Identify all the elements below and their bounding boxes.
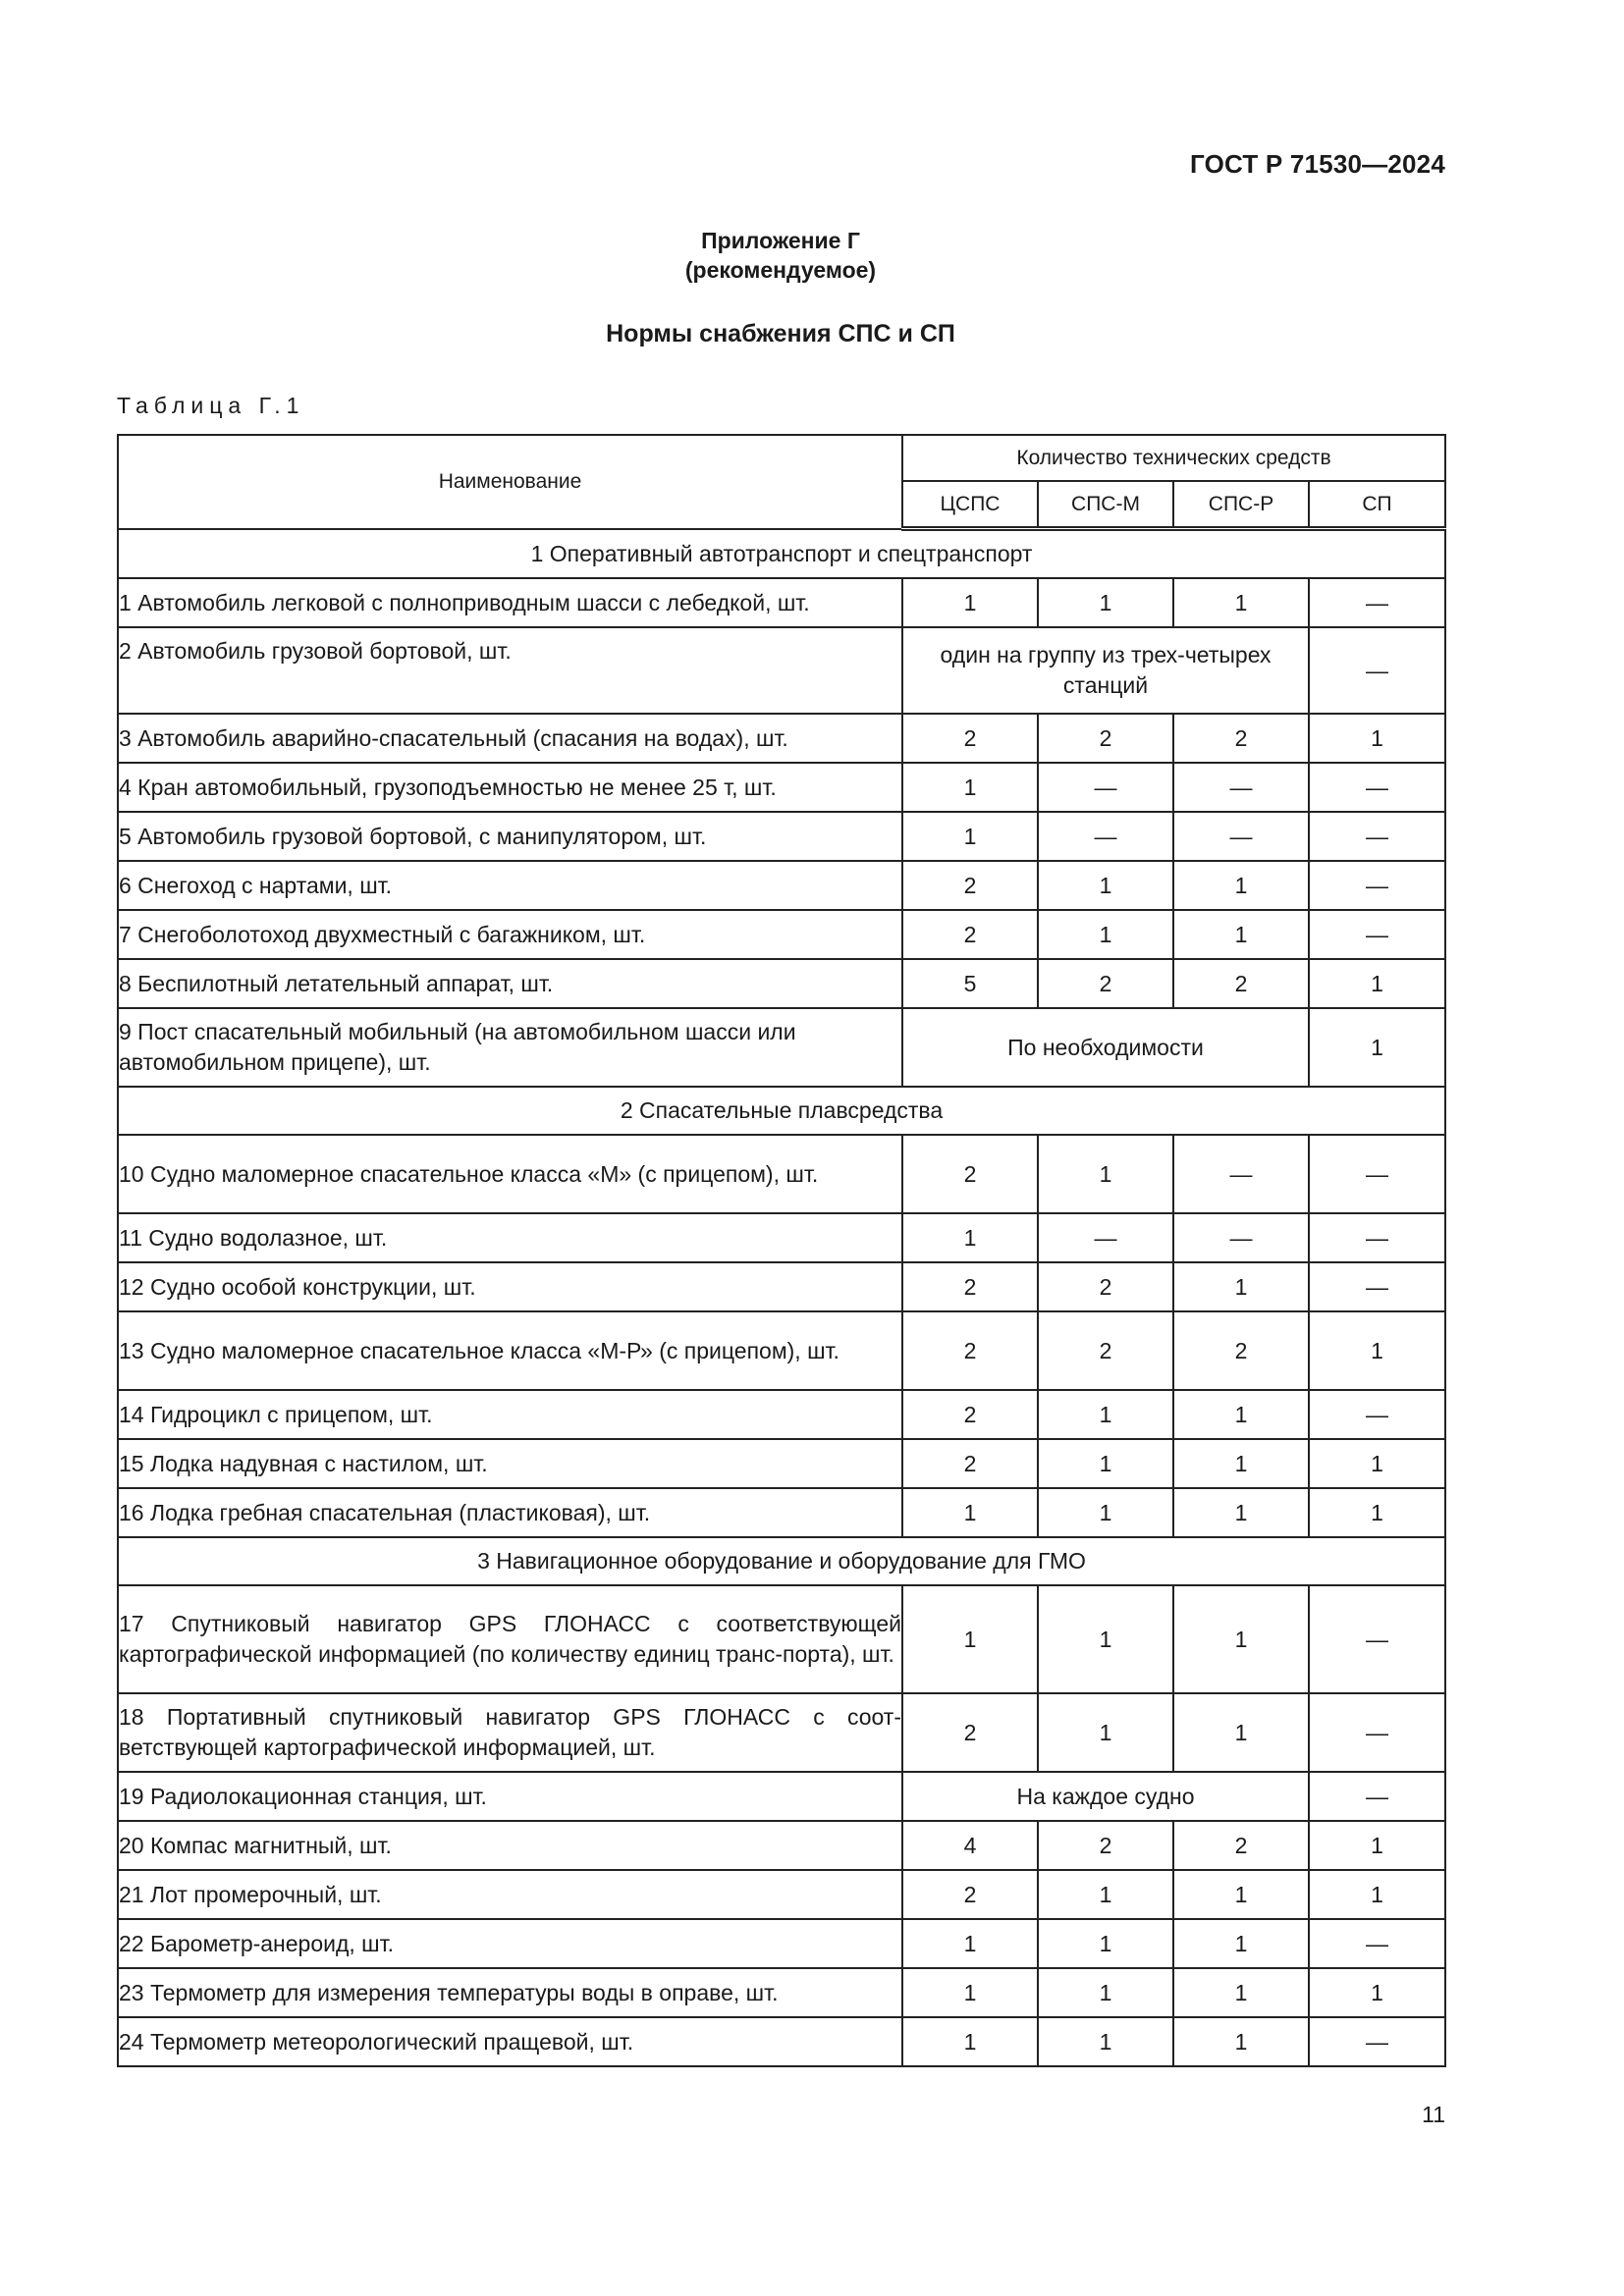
table-row: [118, 1311, 1445, 1390]
value-cell: —: [1173, 812, 1309, 861]
value-cell: 1: [1309, 1008, 1445, 1087]
item-name: 19 Радиолокационная станция, шт.: [118, 1772, 902, 1821]
value-cell: 1: [1309, 1968, 1445, 2017]
table-row: [118, 2017, 1445, 2066]
value-cell: 1: [1309, 1488, 1445, 1537]
value-cell: 1: [902, 763, 1038, 812]
value-cell: 2: [902, 1870, 1038, 1919]
value-cell: 2: [1038, 1821, 1173, 1870]
standard-code: ГОСТ Р 71530—2024: [1190, 149, 1445, 179]
value-cell: 2: [902, 1390, 1038, 1439]
value-cell: —: [1309, 1772, 1445, 1821]
table-row: [118, 1693, 1445, 1772]
merged-value-cell: По необходимости: [902, 1008, 1309, 1087]
value-cell: —: [1309, 627, 1445, 714]
value-cell: 2: [902, 1135, 1038, 1213]
section-row: [118, 1087, 1445, 1135]
table-row: [118, 1968, 1445, 2017]
value-cell: 1: [902, 1585, 1038, 1693]
value-cell: —: [1309, 1213, 1445, 1262]
value-cell: 1: [1038, 1968, 1173, 2017]
item-name: 6 Снегоход с нартами, шт.: [118, 861, 902, 910]
value-cell: 1: [1309, 714, 1445, 763]
value-cell: 1: [902, 1488, 1038, 1537]
value-cell: 2: [902, 1311, 1038, 1390]
item-name: 13 Судно маломерное спасательное класса «М-Р» (с прицепом), шт.: [118, 1311, 902, 1390]
value-cell: 1: [902, 1919, 1038, 1968]
value-cell: 1: [1038, 1870, 1173, 1919]
norms-table: [117, 434, 1446, 2067]
value-cell: 2: [902, 861, 1038, 910]
value-cell: 1: [1173, 861, 1309, 910]
value-cell: 2: [1173, 959, 1309, 1008]
value-cell: 1: [1173, 1693, 1309, 1772]
value-cell: —: [1309, 910, 1445, 959]
value-cell: 1: [1173, 578, 1309, 627]
value-cell: 1: [902, 812, 1038, 861]
value-cell: —: [1038, 1213, 1173, 1262]
value-cell: 1: [1173, 1968, 1309, 2017]
value-cell: —: [1173, 763, 1309, 812]
annex-heading: [0, 226, 1561, 285]
value-cell: —: [1309, 1390, 1445, 1439]
column-header-sps-r: СПС-Р: [1173, 481, 1309, 529]
item-name: 16 Лодка гребная спасательная (пластиковая), шт.: [118, 1488, 902, 1537]
value-cell: 1: [1038, 1488, 1173, 1537]
value-cell: 1: [1309, 1870, 1445, 1919]
item-name: 5 Автомобиль грузовой бортовой, с манипулятором, шт.: [118, 812, 902, 861]
item-name: 14 Гидроцикл с прицепом, шт.: [118, 1390, 902, 1439]
table-row: [118, 1439, 1445, 1488]
table-row: [118, 1772, 1445, 1821]
value-cell: 1: [1038, 1919, 1173, 1968]
item-name: 10 Судно маломерное спасательное класса «М» (с прицепом), шт.: [118, 1135, 902, 1213]
value-cell: 1: [1038, 1693, 1173, 1772]
value-cell: 1: [1309, 1821, 1445, 1870]
section-row: [118, 1537, 1445, 1585]
item-name: 24 Термометр метеорологический пращевой, шт.: [118, 2017, 902, 2066]
value-cell: 2: [1038, 1262, 1173, 1311]
item-name: 21 Лот промерочный, шт.: [118, 1870, 902, 1919]
value-cell: 2: [902, 1262, 1038, 1311]
value-cell: 1: [1038, 2017, 1173, 2066]
value-cell: —: [1038, 763, 1173, 812]
value-cell: 1: [1173, 910, 1309, 959]
value-cell: 1: [1173, 1390, 1309, 1439]
value-cell: 1: [1173, 1262, 1309, 1311]
table-row: [118, 1821, 1445, 1870]
value-cell: 1: [902, 578, 1038, 627]
value-cell: 1: [1038, 910, 1173, 959]
value-cell: —: [1309, 2017, 1445, 2066]
section-title: 1 Оперативный автотранспорт и спецтранспорт: [118, 529, 1445, 579]
value-cell: 1: [1038, 1585, 1173, 1693]
item-name: 9 Пост спасательный мобильный (на автомобильном шасси или автомобильном прицепе), шт.: [118, 1008, 902, 1087]
value-cell: 1: [1173, 1488, 1309, 1537]
table-row: [118, 1262, 1445, 1311]
value-cell: 1: [1173, 1919, 1309, 1968]
item-name: 17 Спутниковый навигатор GPS ГЛОНАСС с соответствующей картографической информацией (по количеству единиц транс-порта), шт.: [118, 1585, 902, 1693]
merged-value-cell: один на группу из трех-четырех станций: [902, 627, 1309, 714]
value-cell: 2: [1038, 714, 1173, 763]
table-row: [118, 1135, 1445, 1213]
item-name: 7 Снегоболотоход двухместный с багажником, шт.: [118, 910, 902, 959]
value-cell: 2: [902, 1439, 1038, 1488]
table-row: [118, 1488, 1445, 1537]
value-cell: 1: [1173, 1870, 1309, 1919]
table-row: [118, 1919, 1445, 1968]
value-cell: —: [1309, 578, 1445, 627]
merged-value-cell: На каждое судно: [902, 1772, 1309, 1821]
table-row: [118, 763, 1445, 812]
value-cell: —: [1173, 1213, 1309, 1262]
item-name: 12 Судно особой конструкции, шт.: [118, 1262, 902, 1311]
item-name: 22 Барометр-анероид, шт.: [118, 1919, 902, 1968]
value-cell: 1: [1038, 861, 1173, 910]
value-cell: 2: [1038, 1311, 1173, 1390]
item-name: 4 Кран автомобильный, грузоподъемностью не менее 25 т, шт.: [118, 763, 902, 812]
item-name: 2 Автомобиль грузовой бортовой, шт.: [118, 627, 902, 714]
value-cell: 1: [902, 2017, 1038, 2066]
value-cell: 2: [1038, 959, 1173, 1008]
value-cell: 1: [1173, 2017, 1309, 2066]
item-name: 20 Компас магнитный, шт.: [118, 1821, 902, 1870]
table-row: [118, 1390, 1445, 1439]
value-cell: 4: [902, 1821, 1038, 1870]
table-row: [118, 1870, 1445, 1919]
item-name: 11 Судно водолазное, шт.: [118, 1213, 902, 1262]
value-cell: 1: [1038, 1439, 1173, 1488]
value-cell: 2: [902, 714, 1038, 763]
value-cell: 1: [1173, 1585, 1309, 1693]
value-cell: 1: [902, 1968, 1038, 2017]
value-cell: —: [1309, 1693, 1445, 1772]
section-row: [118, 529, 1445, 579]
value-cell: —: [1309, 1585, 1445, 1693]
table-row: [118, 959, 1445, 1008]
value-cell: 1: [902, 1213, 1038, 1262]
page-number: 11: [1422, 2102, 1445, 2127]
column-header-name: Наименование: [118, 435, 902, 529]
value-cell: 5: [902, 959, 1038, 1008]
table-row: [118, 627, 1445, 714]
value-cell: —: [1309, 763, 1445, 812]
annex-type: (рекомендуемое): [684, 257, 877, 283]
table-row: [118, 1213, 1445, 1262]
value-cell: 1: [1173, 1439, 1309, 1488]
item-name: 8 Беспилотный летательный аппарат, шт.: [118, 959, 902, 1008]
item-name: 23 Термометр для измерения температуры воды в оправе, шт.: [118, 1968, 902, 2017]
column-header-sp: СП: [1309, 481, 1445, 529]
value-cell: 2: [1173, 1311, 1309, 1390]
table-row: [118, 910, 1445, 959]
value-cell: 2: [902, 910, 1038, 959]
value-cell: 1: [1038, 1390, 1173, 1439]
item-name: 1 Автомобиль легковой с полноприводным шасси с лебедкой, шт.: [118, 578, 902, 627]
table-row: [118, 1585, 1445, 1693]
table-row: [118, 1008, 1445, 1087]
item-name: 15 Лодка надувная с настилом, шт.: [118, 1439, 902, 1488]
value-cell: 2: [1173, 1821, 1309, 1870]
value-cell: 1: [1038, 1135, 1173, 1213]
value-cell: —: [1309, 1135, 1445, 1213]
value-cell: —: [1309, 1919, 1445, 1968]
section-title: 3 Навигационное оборудование и оборудование для ГМО: [118, 1537, 1445, 1585]
column-header-csps: ЦСПС: [902, 481, 1038, 529]
annex-title: Приложение Г: [701, 228, 860, 253]
section-title: 2 Спасательные плавсредства: [118, 1087, 1445, 1135]
item-name: 3 Автомобиль аварийно-спасательный (спасания на водах), шт.: [118, 714, 902, 763]
table-row: [118, 812, 1445, 861]
value-cell: —: [1038, 812, 1173, 861]
item-name: 18 Портативный спутниковый навигатор GPS ГЛОНАСС с соот-ветствующей картографической информацией, шт.: [118, 1693, 902, 1772]
value-cell: —: [1309, 861, 1445, 910]
value-cell: 1: [1309, 1311, 1445, 1390]
value-cell: 2: [1173, 714, 1309, 763]
document-title: Нормы снабжения СПС и СП: [606, 320, 955, 347]
value-cell: 1: [1309, 1439, 1445, 1488]
value-cell: —: [1173, 1135, 1309, 1213]
table-row: [118, 714, 1445, 763]
value-cell: 2: [902, 1693, 1038, 1772]
column-group-header: Количество технических средств: [902, 435, 1445, 481]
table-row: [118, 861, 1445, 910]
table-row: [118, 578, 1445, 627]
value-cell: 1: [1038, 578, 1173, 627]
column-header-sps-m: СПС-М: [1038, 481, 1173, 529]
value-cell: —: [1309, 1262, 1445, 1311]
value-cell: —: [1309, 812, 1445, 861]
value-cell: 1: [1309, 959, 1445, 1008]
table-caption: Таблица Г.1: [117, 393, 305, 418]
